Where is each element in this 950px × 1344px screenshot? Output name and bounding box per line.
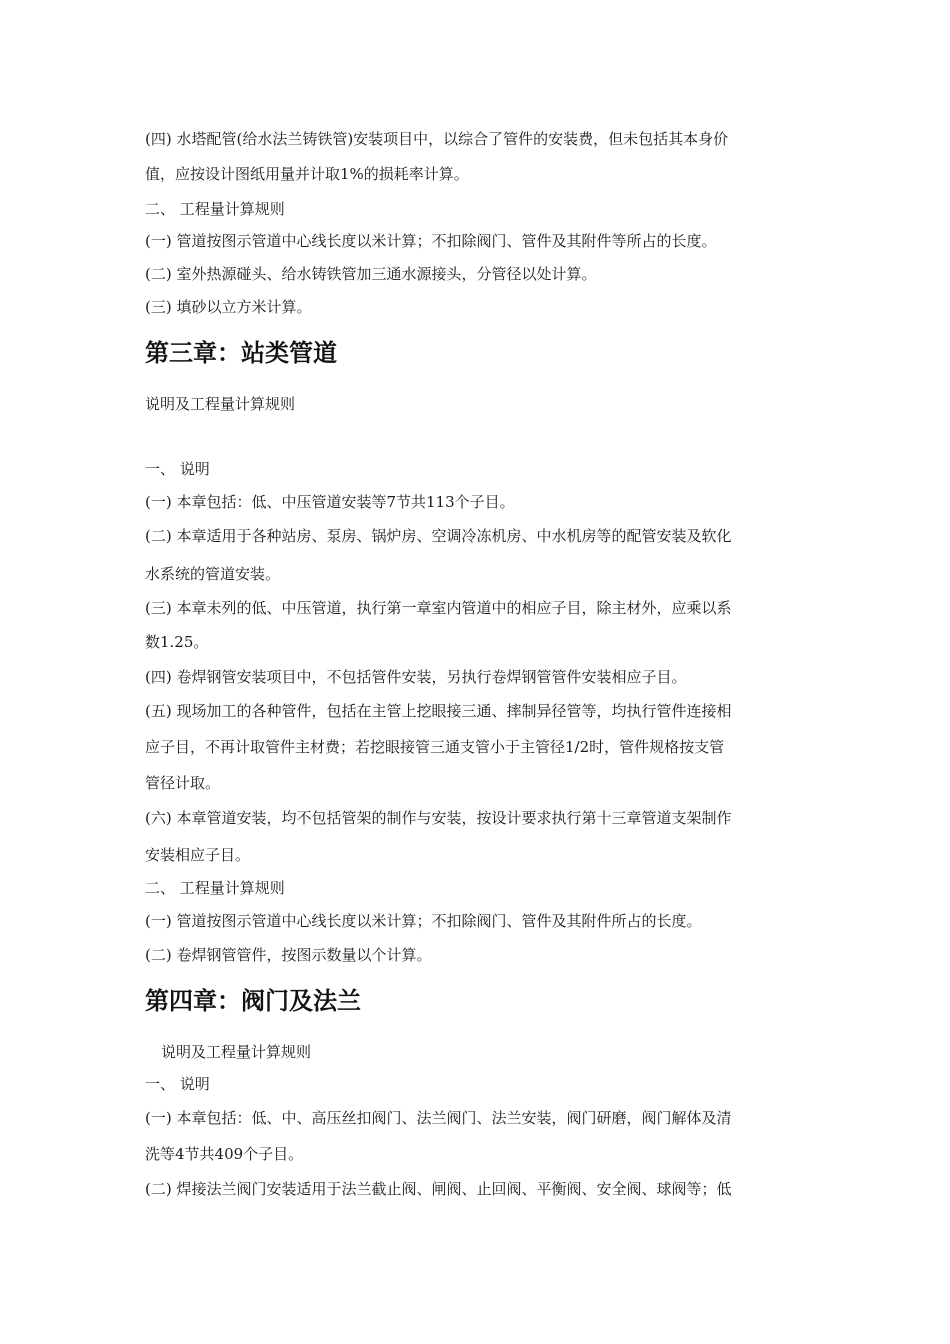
section-heading: 二、 工程量计算规则 bbox=[145, 200, 285, 218]
chapter-title: 第四章：阀门及法兰 bbox=[145, 987, 361, 1015]
paragraph-line: (三) 填砂以立方米计算。 bbox=[145, 298, 312, 316]
section-heading: 二、 工程量计算规则 bbox=[145, 879, 285, 897]
paragraph-line: 水系统的管道安装。 bbox=[145, 565, 281, 583]
paragraph-line: (一) 管道按图示管道中心线长度以米计算；不扣除阀门、管件及其附件所占的长度。 bbox=[145, 912, 702, 930]
paragraph-line: 值，应按设计图纸用量并计取1%的损耗率计算。 bbox=[145, 165, 469, 183]
chapter-subtitle: 说明及工程量计算规则 bbox=[145, 395, 296, 413]
paragraph-line: (二) 卷焊钢管管件，按图示数量以个计算。 bbox=[145, 946, 432, 964]
paragraph-line: (一) 本章包括：低、中、高压丝扣阀门、法兰阀门、法兰安装，阀门研磨，阀门解体及清 bbox=[145, 1109, 732, 1127]
paragraph-line: (五) 现场加工的各种管件，包括在主管上挖眼接三通、摔制异径管等，均执行管件连接相 bbox=[145, 702, 732, 720]
paragraph-line: (一) 管道按图示管道中心线长度以米计算；不扣除阀门、管件及其附件等所占的长度。 bbox=[145, 232, 717, 250]
section-heading: 一、 说明 bbox=[145, 1075, 210, 1093]
paragraph-line: (二) 本章适用于各种站房、泵房、锅炉房、空调冷冻机房、中水机房等的配管安装及软化 bbox=[145, 527, 732, 545]
chapter-title: 第三章：站类管道 bbox=[145, 339, 337, 367]
paragraph-line: 洗等4节共409个子目。 bbox=[145, 1145, 304, 1163]
paragraph-line: (六) 本章管道安装，均不包括管架的制作与安装，按设计要求执行第十三章管道支架制作 bbox=[145, 809, 732, 827]
chapter-subtitle: 说明及工程量计算规则 bbox=[161, 1043, 312, 1061]
paragraph-line: 管径计取。 bbox=[145, 774, 221, 792]
paragraph-line: 数1.25。 bbox=[145, 633, 209, 651]
paragraph-line: (四) 卷焊钢管安装项目中，不包括管件安装，另执行卷焊钢管管件安装相应子目。 bbox=[145, 668, 687, 686]
paragraph-line: (二) 焊接法兰阀门安装适用于法兰截止阀、闸阀、止回阀、平衡阀、安全阀、球阀等；低 bbox=[145, 1180, 732, 1198]
paragraph-line: (四) 水塔配管(给水法兰铸铁管)安装项目中，以综合了管件的安装费，但未包括其本身价 bbox=[145, 130, 729, 148]
section-heading: 一、 说明 bbox=[145, 460, 210, 478]
paragraph-line: (三) 本章未列的低、中压管道，执行第一章室内管道中的相应子目，除主材外，应乘以系 bbox=[145, 599, 732, 617]
paragraph-line: 应子目，不再计取管件主材费；若挖眼接管三通支管小于主管径1/2时，管件规格按支管 bbox=[145, 738, 725, 756]
paragraph-line: (二) 室外热源碰头、给水铸铁管加三通水源接头，分管径以处计算。 bbox=[145, 265, 597, 283]
paragraph-line: 安装相应子目。 bbox=[145, 846, 251, 864]
paragraph-line: (一) 本章包括：低、中压管道安装等7节共113个子目。 bbox=[145, 493, 515, 511]
